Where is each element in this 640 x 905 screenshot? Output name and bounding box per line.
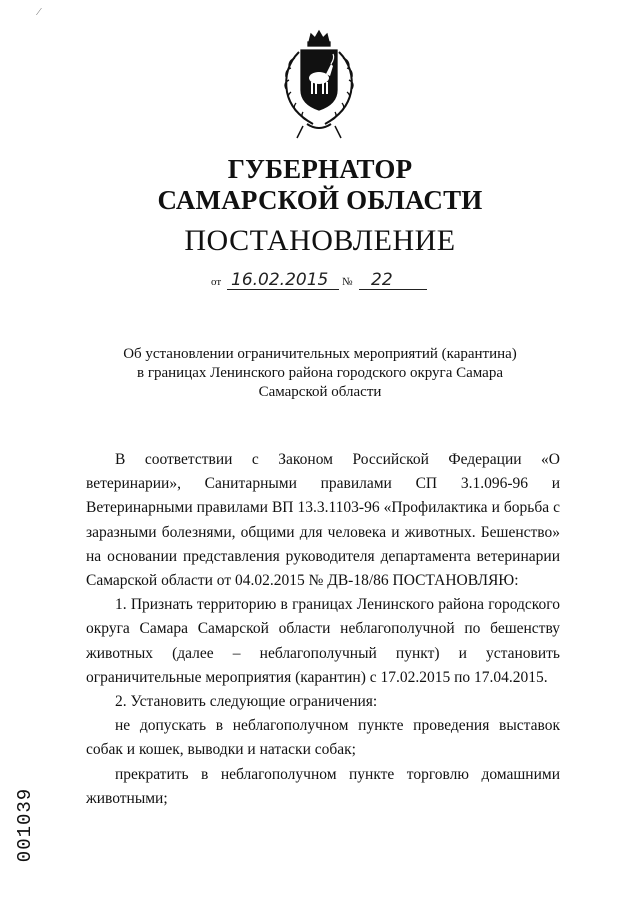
document-type: ПОСТАНОВЛЕНИЕ	[184, 224, 456, 257]
authority-region: САМАРСКОЙ ОБЛАСТИ	[157, 185, 483, 215]
authority-title: ГУБЕРНАТОР	[227, 154, 413, 184]
number-label: №	[342, 276, 353, 288]
item-2a-paragraph: не допускать в неблагополучном пункте проведения выставок собак и кошек, выводки и натаски собак;	[86, 717, 560, 759]
subject-line: Об установлении ограничительных мероприятий (карантина)	[123, 346, 517, 362]
item-2-paragraph: 2. Установить следующие ограничения:	[115, 693, 378, 711]
item-1-paragraph: 1. Признать территорию в границах Ленинского района городского округа Самара Самарской области неблагополучной по бешенству животных (далее – неблагополучный пункт) и установить ограничительные мероприятия (карантин) с 17.02.2015 по 17.04.2015.	[86, 596, 560, 686]
document-subject	[0, 345, 640, 402]
number-value: 22	[371, 270, 393, 290]
serial-stamp	[10, 770, 40, 880]
document-body	[86, 448, 560, 811]
corner-mark: ⁄	[38, 6, 40, 18]
subject-line: в границах Ленинского района городского округа Самара	[137, 365, 503, 381]
date-label: от	[211, 276, 222, 288]
date-value: 16.02.2015	[231, 270, 329, 290]
serial-number: 001039	[14, 787, 36, 863]
preamble-paragraph: В соответствии с Законом Российской Федерации «О ветеринарии», Санитарными правилами СП 3.1.096-96 и Ветеринарными правилами ВП 13.3.1103-96 «Профилактика и борьба с заразными болезнями, общими для человека и животных. Бешенство» на основании представления руководителя департамента ветеринарии Самарской области от 04.02.2015 № ДВ-18/86 ПОСТАНОВЛЯЮ:	[86, 451, 560, 590]
samara-coat-of-arms-icon	[273, 28, 365, 146]
subject-line: Самарской области	[258, 384, 382, 400]
item-2b-paragraph: прекратить в неблагополучном пункте торговлю домашними животными;	[86, 765, 560, 807]
date-number-line	[211, 268, 431, 290]
